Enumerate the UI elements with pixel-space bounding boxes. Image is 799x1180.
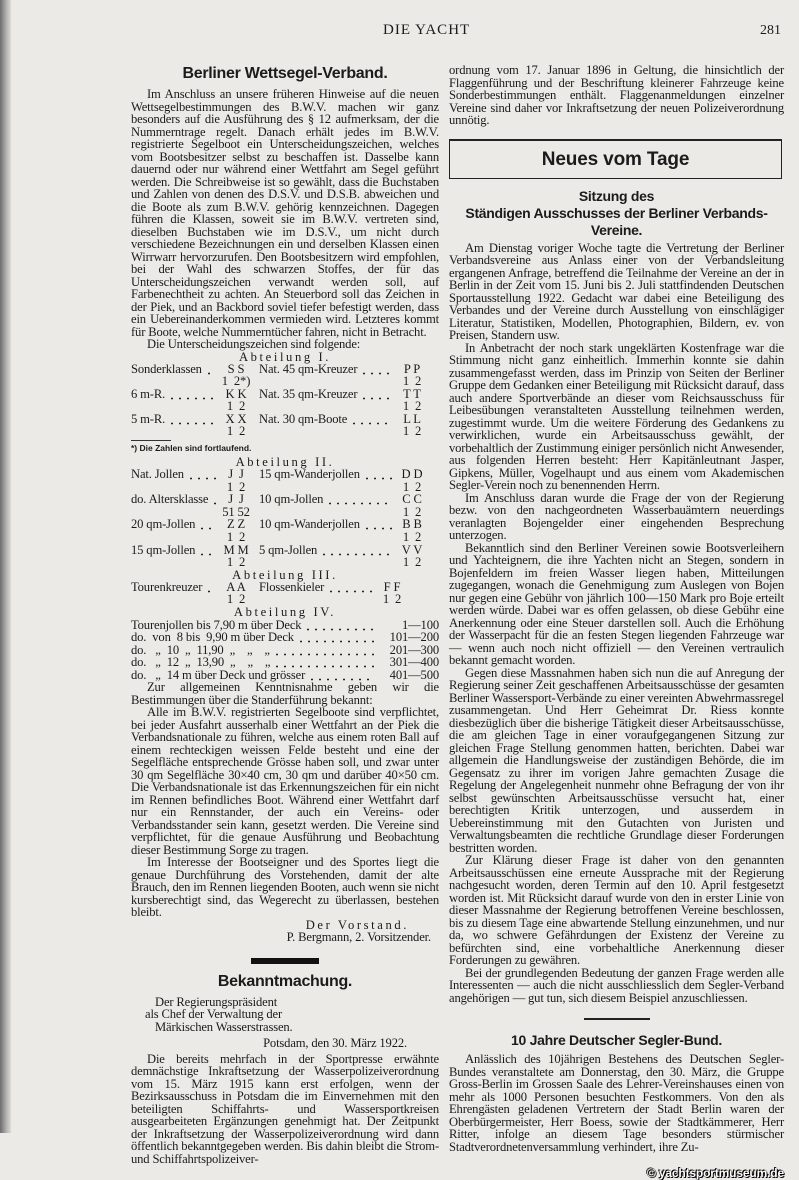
number-range: 1—100 (401, 617, 439, 632)
paragraph: Bekanntlich sind den Berliner Vereinen sowie Bootsverleihern und Yachteignern, die ihre Yachten nicht an Stegen, sondern in Bojenfeldern im freien Wasser liegen haben, Mitteilungen zugegangen, wonach die Genehmigung zum Auslegen von Bojen nur gegen eine Gebühr von jährlich 100—150 Mark pro Boje erteilt werden würde. Dabei war es offen gelassen, ob diese Gebühr eine Anerkennung oder eine Steuer darstellen soll. Auch die Erhöhung der Wasserpacht für die an festen Stegen liegenden Fahrzeuge war — wenn auch noch nicht offiziell — den Vereinen vertraulich bekannt gemacht worden. (449, 540, 784, 667)
table-row (131, 518, 439, 543)
paragraph: Zur allgemeinen Kenntnisnahme geben wir die Bestimmungen über die Standerführung bekannt: (131, 680, 439, 707)
dot-leader (363, 518, 392, 530)
number-range: 401—500 (389, 667, 439, 682)
paragraph: Im Anschluss an unsere früheren Hinweise auf die neuen Wettsegelbestimmungen des B.W.V. machen wir ganz besonders auf die Ausführung des § 12 aufmerksam, der die Nummerntrage regelt. Danach erhält jedes im B.W.V. registrierte Segelboot ein Unterscheidungszeichen, welches vom Bootsbesitzer selbst zu beschaffen ist. Dasselbe kann dauernd oder nur während einer Wettfahrt am Segel geführt werden. Die Schreibweise ist so gewählt, dass die Buchstaben und Zahlen von denen des D.S.V. und D.S.B. abweichen und die Boote als zum B.W.V. gehörig kennzeichnen. Dagegen führen die Klassen, soweit sie im B.W.V. vertreten sind, dieselben Buchstaben wie im D.S.V., um nicht durch verschiedene Bezeichnungen ein und derselben Klassen einen Wirrwarr hervorzurufen. Den Bootsbesitzern wird empfohlen, bei der Wahl des schwarzen Stoffes, der für das Unterscheidungszeichen verwandt werden soll, auf Farbenechtheit zu achten. An Steuerbord soll das Zeichen in der Piek, und an Backbord soviel tiefer befestigt werden, dass ein Uebereinanderkommen vermieden wird. Letzteres kommt für Boote, welche Nummerntücher fahren, nicht in Betracht. (131, 87, 439, 339)
section-banner (449, 139, 782, 179)
dot-leader (360, 388, 392, 400)
dot-leader (304, 619, 374, 631)
class-table-4 (131, 619, 439, 682)
table-row (131, 468, 439, 493)
article-title: 10 Jahre Deutscher Segler-Bund. (511, 1032, 722, 1048)
class-table-2 (131, 468, 439, 568)
section-heading: Abteilung II. (235, 454, 335, 469)
class-name: 6 m-R. (131, 387, 166, 402)
number-range: 201—300 (389, 642, 439, 657)
paragraph: Gegen diese Massnahmen haben sich nun die auf Anregung der Regierung seiner Zeit geschaffenen Arbeitsausschüsse der gesamten Berliner Wassersport-Verbände zu einer vereinten Abwehrmassregel zusammengetan. Und Herr Geheimrat Dr. Riess konnte diesbezüglich über die bisherige Tätigkeit dieser Arbeitsausschüsse, die am gleichen Tage in einer voraufgegangenen Sitzung zur gleichen Frage Stellung genommen hatten, berichten. Dabei war allgemein die Handlungsweise der zuständigen Behörde, die im Gegensatz zu ihrer im vorigen Jahre gemachten Zusage die Regelung der Angelegenheit nunmehr ohne Befragung der von ihr selbst gewünschten Arbeitsausschüsse versucht hat, einer berechtigten Kritik unterzogen, und ausserdem in Uebereinstimmung mit den Gutachten von Juristen und Verwaltungsbeamten die rechtliche Grundlage dieser Forderungen bestritten worden. (449, 665, 784, 855)
class-code: X X 1 2 (225, 412, 247, 439)
class-name: 20 qm-Jollen (131, 517, 196, 532)
class-name: Nat. Jollen (131, 467, 184, 482)
dot-leader (350, 413, 392, 425)
paragraph: Bei der grundlegenden Bedeutung der ganzen Frage werden alle Interessenten — auch die nicht ausschliesslich dem Segler-Verband angehörigen — gut tun, sich diesem Beispiel anzuschliessen. (449, 965, 784, 1005)
dot-leader (297, 631, 374, 643)
dot-leader (198, 544, 216, 556)
class-code: D D 1 2 (401, 467, 423, 494)
table-row (131, 581, 439, 606)
class-name: 5 m-R. (131, 412, 166, 427)
paragraph: In Anbetracht der noch stark ungeklärten Kostenfrage war die Stimmung nicht ganz einheitlich. Immerhin konnte sie dahin zusammengefasst werden, dass im Prinzip von Seiten der Berliner Gruppe dem Gedanken einer Beteiligung mit Rücksicht darauf, dass auch andere Sportverbände an dieser vom Reichsausschuss für Leibesübungen veranstalteten Ausstellung teilnehmen werden, zugestimmt wurde. Um die weitere Förderung des Gedankens zu verwirklichen, wurde ein Arbeitsausschuss gewählt, der vorbehaltlich der Zustimmung einiger persönlich nicht Anwesender, aus folgenden Herren besteht: Herr Kapitänleutnant Jasper, Gipkens, Müller, Vogelhaupt und aus einem vom Akademischen Segler-Verein noch zu benennenden Herrn. (449, 340, 784, 492)
class-label (131, 388, 219, 413)
class-code: A A 1 2 (226, 580, 246, 607)
watermark: © yachtsportmuseum.de (646, 1166, 784, 1180)
class-label (259, 544, 395, 569)
class-name: 10 qm-Wanderjollen (259, 517, 360, 532)
issuer (131, 996, 439, 1034)
bekanntmachung-article (131, 958, 439, 1166)
class-label (259, 468, 395, 493)
section-banner-title: Neues vom Tage (541, 148, 690, 170)
dot-leader (168, 388, 216, 400)
dot-leader (326, 493, 392, 505)
dot-leader (187, 468, 216, 480)
issuer-line: Der Regierungspräsident (155, 994, 278, 1009)
class-name: do. „ 10 „ 11,90 „ „ „ (131, 642, 270, 657)
class-code: T T 1 2 (402, 387, 422, 414)
class-code: J J 1 2 (226, 467, 246, 494)
dot-leader (273, 656, 374, 668)
footnote-rule (131, 440, 171, 441)
paragraph: Im Interesse der Bootseigner und des Sportes liegt die genaue Durchführung des Vorstehenden, damit der alte Brauch, den im Rennen liegenden Booten, auch wenn sie nicht kursberechtigt sind, das Wegerecht zu überlassen, bestehen bleibt. (131, 855, 439, 920)
left-column (131, 64, 439, 1165)
class-name: Flossenkieler (259, 580, 325, 595)
running-header: DIE YACHT (383, 22, 471, 38)
sitzung-article (449, 188, 784, 1005)
article-subtitle: Ständigen Ausschusses der Berliner Verbands-Vereine. (465, 204, 768, 238)
class-table-1 (131, 363, 439, 438)
dot-leader (320, 544, 392, 556)
class-label (131, 413, 219, 438)
class-label (131, 518, 219, 543)
class-table-3 (131, 581, 439, 606)
class-name: Tourenkreuzer (131, 580, 203, 595)
class-name: do. Altersklasse (131, 492, 209, 507)
class-label (131, 468, 219, 493)
class-label (259, 413, 395, 438)
class-code: S S 1 2*) (221, 362, 251, 389)
paragraph: Am Dienstag voriger Woche tagte die Vertretung der Berliner Verbandsvereine aus Anlass einer von der Verbandsleitung ergangenen Anfrage, betreffend die Teilnahme der Vereine an der in Berlin in der Zeit vom 15. Juni bis 2. Juli stattfindenden Deutschen Sportausstellung 1922. Gedacht war dabei eine Beteiligung des Verbandes und der Vereine durch Ausstellung von einschlägiger Literatur, Statistiken, Modellen, Photographien, Bildern, ev. von Preisen, Standern usw. (449, 240, 784, 342)
class-name: do. von 8 bis 9,90 m über Deck (131, 630, 294, 645)
page-number: 281 (760, 23, 781, 38)
paragraph: Im Anschluss daran wurde die Frage der von der Regierung bezw. von den nachgeordneten Wasserbauämtern neuerdings veranlagten Bojengelder einer eingehenden Besprechung unterzogen. (449, 490, 784, 542)
class-code: C C 1 2 (402, 492, 422, 519)
paragraph: ordnung vom 17. Januar 1896 in Geltung, die hinsichtlich der Flaggenführung und der Beschriftung kleinerer Fahrzeuge keine Sonderbestimmungen enthält. Flaggenanmeldungen einzelner Vereine sind daher vor Inkraftsetzung der neuen Polizeiverordnung unnötig. (449, 63, 784, 127)
table-row (131, 493, 439, 518)
signature-board: Der Vorstand. (305, 917, 409, 932)
dot-leader (363, 468, 392, 480)
class-name: Nat. 30 qm-Boote (259, 412, 348, 427)
class-code: J J 51 52 (222, 492, 250, 519)
paragraph: Zur Klärung dieser Frage ist daher von den genannten Arbeitsausschüssen eine erneute Aussprache mit der Regierung nachgesucht worden, deren Termin auf den 10. April festgesetzt worden ist. Mit Rücksicht darauf wurde von den in erster Linie von dieser Massnahme der Regierung betroffenen Vereine beschlossen, bis zu diesem Tage eine abwartende Stellung einzunehmen, und nur da, wo schwere Gefährdungen der Existenz der Vereine zu befürchten sind, eine vorbehaltliche Anerkennung dieser Forderungen zu gewähren. (449, 853, 784, 967)
dot-leader (205, 581, 216, 593)
class-label (131, 544, 219, 569)
issuer-line: Märkischen Wasserstrassen. (155, 1019, 293, 1034)
class-name: 10 qm-Jollen (259, 492, 324, 507)
class-label (259, 518, 395, 543)
class-name: Nat. 45 qm-Kreuzer (259, 362, 358, 376)
class-name: do. „ 14 m über Deck und grösser (131, 667, 306, 682)
class-label (131, 493, 219, 518)
class-name: 15 qm-Wanderjollen (259, 467, 360, 482)
class-name: do. „ 12 „ 13,90 „ „ „ (131, 655, 271, 670)
dateline: Potsdam, den 30. März 1922. (263, 1036, 407, 1051)
class-code: K K 1 2 (225, 387, 247, 414)
table-row (131, 363, 439, 388)
footnote: *) Die Zahlen sind fortlaufend. (131, 442, 252, 453)
paragraph: Die Unterscheidungszeichen sind folgende: (147, 337, 361, 351)
class-name: 15 qm-Jollen (131, 542, 196, 557)
table-row (131, 656, 439, 669)
dot-leader (327, 581, 372, 593)
class-name: 5 qm-Jollen (259, 542, 318, 557)
class-name: Sonderklassen (131, 362, 202, 376)
dot-leader (198, 518, 216, 530)
class-code: Z Z 1 2 (226, 517, 246, 544)
dot-leader (205, 363, 216, 375)
number-range: 101—200 (389, 630, 439, 645)
table-row (131, 388, 439, 413)
article-title: Berliner Wettsegel-Verband. (182, 65, 388, 82)
signature-name: P. Bergmann, 2. Vorsitzender. (286, 930, 431, 945)
class-label (259, 493, 395, 518)
issuer-line: als Chef der Verwaltung der (145, 1007, 283, 1022)
class-code: L L 1 2 (402, 412, 422, 439)
dot-leader (211, 493, 216, 505)
scan-binding-edge (0, 0, 11, 1133)
number-range: 301—400 (389, 655, 439, 670)
section-heading: Abteilung I. (238, 349, 332, 364)
dot-leader (308, 669, 374, 681)
paragraph: Anlässlich des 10jährigen Bestehens des Deutschen Segler-Bundes veranstaltete am Donnerstag, den 30. März, die Gruppe Gross-Berlin im Grossen Saale des Lehrer-Vereinshauses einen von mehr als 1000 Personen besuchten Festkommers. Von den als Ehrengästen geladenen Vertretern der Stadt Berlin waren der Oberbürgermeister, Herr Boess, sowie der Stadtkämmerer, Herr Ritter, infolge an diesem Tage besonders stürmischer Stadtverordnetenversammlung verhindert, ihre Zu- (449, 1052, 784, 1154)
class-code: F F 1 2 (382, 580, 402, 607)
class-name: Tourenjollen bis 7,90 m über Deck (131, 617, 302, 632)
paragraph: Alle im B.W.V. registrierten Segelboote sind verpflichtet, bei jeder Ausfahrt ausserhalb einer Wettfahrt an der Piek die Verbandsnationale zu führen, welche aus einem roten Ball auf einem rechteckigen weissen Felde besteht und eine der Segelfläche entsprechende Grösse haben soll, und zwar unter 30 qm Segelfläche 30×40 cm, 30 qm und darüber 40×50 cm. Die Verbandsnationale ist das Erkennungszeichen für ein nicht im Rennen befindliches Boot. Während einer Wettfahrt darf nur ein Rennstander, der auch ein Vereins- oder Verbandsstander sein kann, gesetzt werden. Die Vereine sind verpflichtet, für die genaue Ausführung und Beobachtung dieser Bestimmung Sorge zu tragen. (131, 705, 439, 857)
table-row (131, 413, 439, 438)
class-label (259, 363, 395, 388)
dot-leader (273, 644, 374, 656)
separator-rule (584, 1018, 650, 1020)
class-label (259, 388, 395, 413)
table-row (131, 544, 439, 569)
class-code: M M 1 2 (223, 542, 249, 569)
class-code: P P 1 2 (402, 362, 422, 389)
separator-bar (251, 958, 319, 964)
class-label (131, 363, 219, 388)
section-heading: Abteilung III. (232, 567, 338, 582)
dot-leader (360, 363, 392, 375)
class-label (131, 581, 219, 606)
article-title: Sitzung des (578, 187, 655, 204)
section-heading: Abteilung IV. (233, 605, 337, 620)
paragraph: Die bereits mehrfach in der Sportpresse erwähnte demnächstige Inkraftsetzung der Wasserpolizeiverordnung vom 15. März 1915 kann erst erfolgen, wenn der Bezirksausschuss in Potsdam die im Einvernehmen mit den beteiligten Schiffahrts- und Wassersportkreisen ausgearbeiteten Ergänzungen genehmigt hat. Der Zeitpunkt der Inkraftsetzung der Wasserpolizeiverordnung wird dann öffentlich bekanntgegeben werden. Bis dahin bleibt die Strom- und Schiffahrtspolizeiver- (131, 1051, 439, 1166)
article-title: Bekanntmachung. (217, 972, 353, 990)
class-name: Nat. 35 qm-Kreuzer (259, 387, 358, 402)
right-column (449, 64, 784, 1180)
dot-leader (168, 413, 216, 425)
class-label (259, 581, 375, 606)
table-row (131, 631, 439, 644)
class-code: B B 1 2 (402, 517, 422, 544)
class-code: V V 1 2 (401, 542, 423, 569)
